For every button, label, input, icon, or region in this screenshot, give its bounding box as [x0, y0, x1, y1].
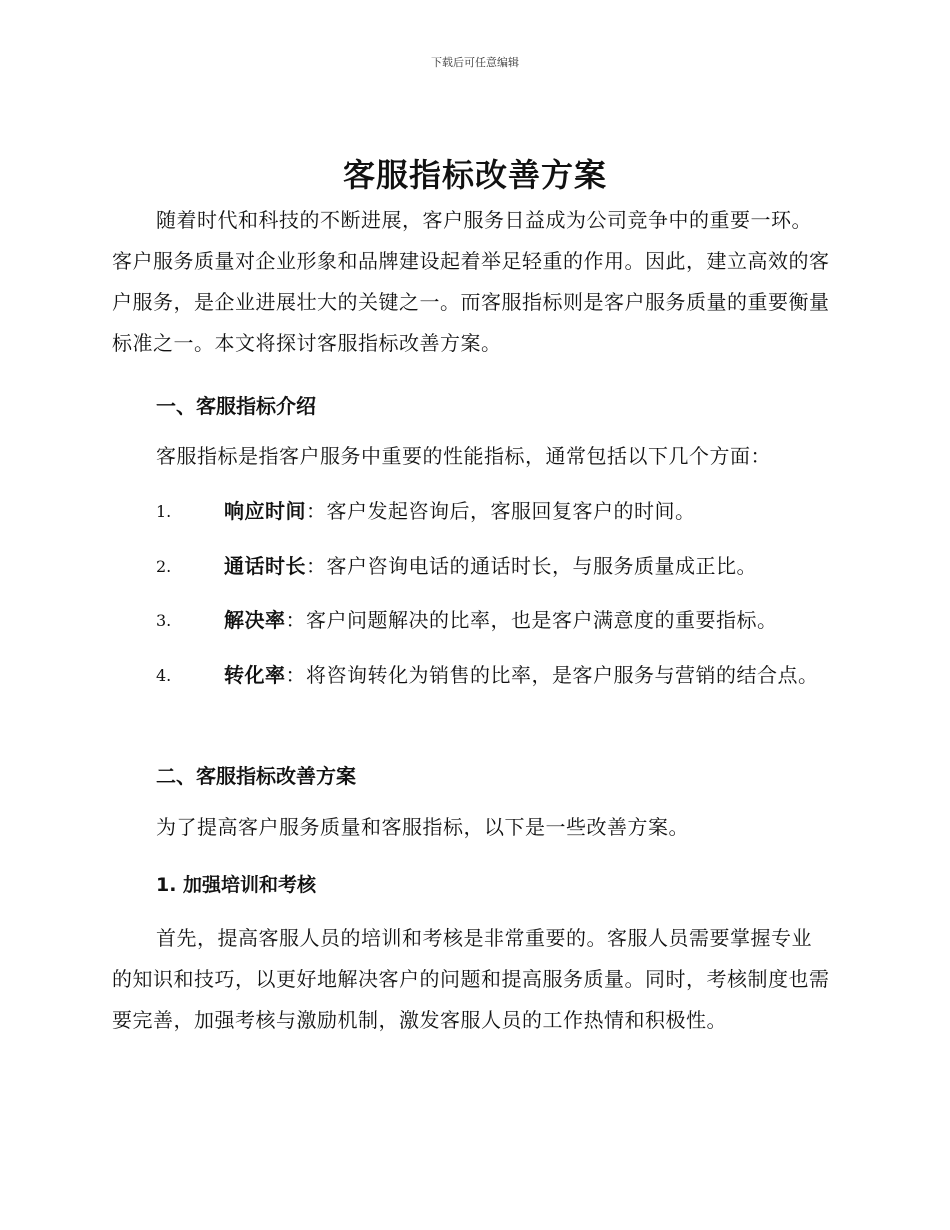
list-number: 3. [156, 611, 172, 630]
list-desc: ：客户咨询电话的通话时长，与服务质量成正比。 [306, 554, 757, 578]
list-term: 通话时长 [224, 554, 306, 578]
list-item [112, 491, 832, 532]
document-title: 客服指标改善方案 [342, 156, 607, 194]
section2-heading: 二、客服指标改善方案 [156, 764, 356, 788]
list-item [112, 655, 832, 696]
subsection-heading: 1. 加强培训和考核 [156, 874, 317, 896]
section1-heading: 一、客服指标介绍 [156, 394, 316, 418]
list-desc: ：客户发起咨询后，客服回复客户的时间。 [306, 499, 696, 523]
section1-lead: 客服指标是指客户服务中重要的性能指标，通常包括以下几个方面： [156, 444, 771, 468]
list-item [112, 546, 832, 587]
section2-lead: 为了提高客户服务质量和客服指标，以下是一些改善方案。 [156, 815, 689, 839]
subsection-paragraph: 首先，提高客服人员的培训和考核是非常重要的。客服人员需要掌握专业的知识和技巧，以更好地解决客户的问题和提高服务质量。同时，考核制度也需要完善，加强考核与激励机制，激发客服人员的工作热情和积极性。 [112, 926, 830, 1032]
list-term: 转化率 [224, 663, 286, 687]
intro-paragraph: 随着时代和科技的不断进展，客户服务日益成为公司竞争中的重要一环。客户服务质量对企业形象和品牌建设起着举足轻重的作用。因此，建立高效的客户服务，是企业进展壮大的关键之一。而客服指标则是客户服务质量的重要衡量标准之一。本文将探讨客服指标改善方案。 [112, 208, 830, 355]
header-note: 下载后可任意编辑 [431, 56, 519, 69]
list-desc: ：客户问题解决的比率，也是客户满意度的重要指标。 [285, 608, 778, 632]
list-item [112, 600, 832, 641]
list-number: 1. [156, 502, 172, 521]
list-term: 响应时间 [224, 499, 306, 523]
list-number: 2. [156, 557, 172, 576]
list-number: 4. [156, 666, 172, 685]
list-term: 解决率 [224, 608, 286, 632]
list-desc: ：将咨询转化为销售的比率，是客户服务与营销的结合点。 [285, 663, 819, 687]
